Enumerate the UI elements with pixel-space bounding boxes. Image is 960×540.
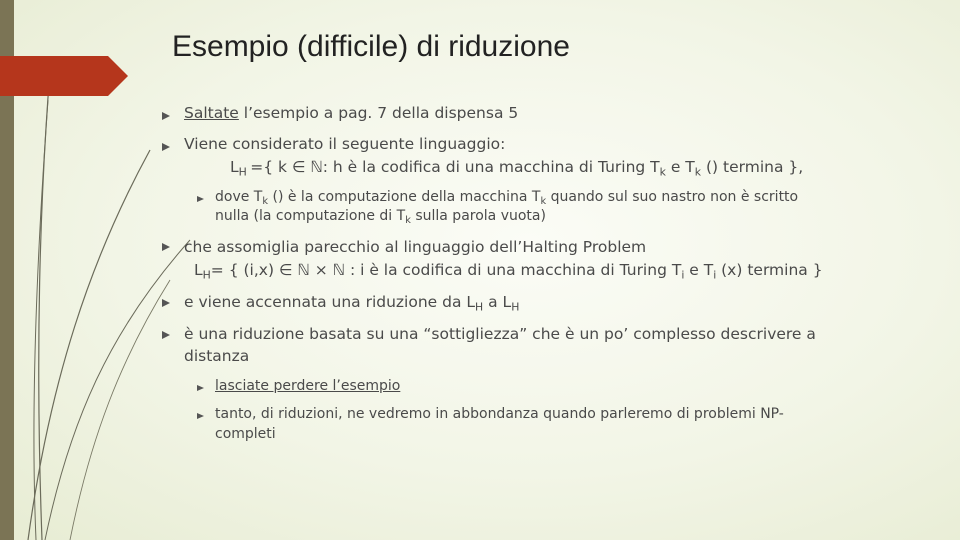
bullet-icon <box>162 331 170 339</box>
bullet-icon <box>162 112 170 120</box>
sub-bullet-icon <box>197 196 204 202</box>
title-accent-tab <box>0 56 128 96</box>
saltate-link[interactable]: Saltate <box>184 104 239 122</box>
sub-bullet-5b-line2: completi <box>215 426 276 442</box>
bullet-icon <box>162 243 170 251</box>
bullet-1-text: l’esempio a pag. 7 della dispensa 5 <box>238 104 519 122</box>
slide-title: Esempio (difficile) di riduzione <box>172 30 570 63</box>
bullet-5-line2: distanza <box>184 347 250 365</box>
bullet-3: che assomiglia parecchio al linguaggio dell’Halting Problem <box>184 238 647 256</box>
sub-bullet-2a-line2: nulla (la computazione di $T_k$ sulla parola vuota) <box>215 208 546 226</box>
bullet-1 <box>184 104 518 122</box>
sub-bullet-icon <box>197 413 204 419</box>
bullet-2: Viene considerato il seguente linguaggio: <box>184 135 506 153</box>
lasciate-perdere-link[interactable]: lasciate perdere l’esempio <box>215 378 401 394</box>
bullet-4: e viene accennata una riduzione da $L_H$ a $L_H$ <box>184 293 520 314</box>
bullet-icon <box>162 143 170 151</box>
language-lh-formula: $L_H$ ={ k ∈ ℕ: h è la codifica di una macchina di Turing $T_k$ e $T_k$ () termina }, <box>230 158 804 179</box>
sub-bullet-icon <box>197 385 204 391</box>
sub-bullet-2a-line1: dove $T_k$ () è la computazione della macchina $T_k$ quando sul suo nastro non è scritto <box>215 189 799 207</box>
sub-bullet-5b-line1: tanto, di riduzioni, ne vedremo in abbondanza quando parleremo di problemi NP- <box>215 406 784 422</box>
bullet-5-line1: è una riduzione basata su una “sottigliezza” che è un po’ complesso descrivere a <box>184 325 816 343</box>
bullet-icon <box>162 299 170 307</box>
halting-problem-formula: $L_H=$ { (i,x) ∈ ℕ × ℕ : i è la codifica di una macchina di Turing $T_i$ e $T_i$ (x) termina } <box>194 261 823 282</box>
